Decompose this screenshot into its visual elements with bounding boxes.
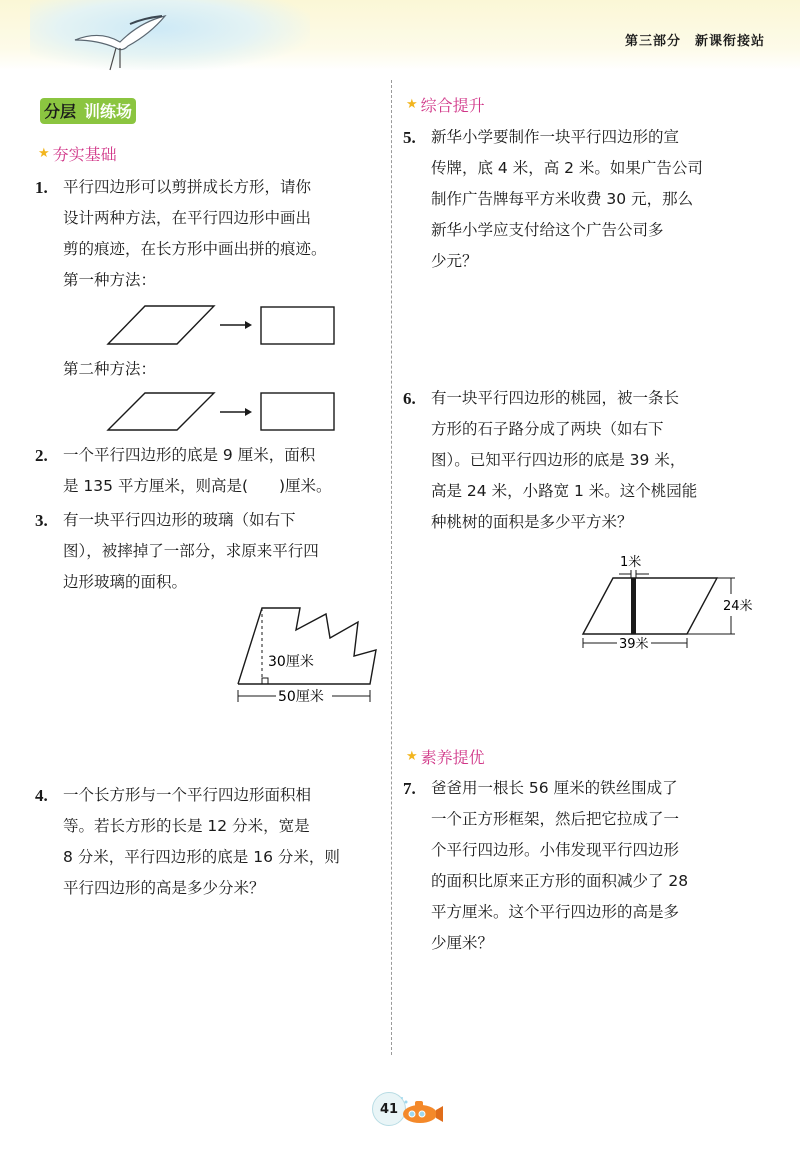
question-line: 新华小学应支付给这个广告公司多 <box>431 221 664 239</box>
section-excellence <box>406 745 485 768</box>
broken-glass-figure <box>230 600 385 715</box>
method-2-figure <box>100 390 345 436</box>
question-line: 爸爸用一根长 56 厘米的铁丝围成了 <box>431 779 678 797</box>
question-number: 2. <box>35 446 48 465</box>
arrow-icon <box>245 321 252 329</box>
question-line: 一个正方形框架，然后把它拉成了一 <box>431 810 680 828</box>
stone-path <box>631 578 636 634</box>
header-section: 新课衔接站 <box>694 34 765 49</box>
question-number: 1. <box>35 178 48 197</box>
star-icon: ★ <box>406 749 418 764</box>
question-line: 平方厘米。这个平行四边形的高是多 <box>431 903 680 921</box>
question-number: 5. <box>403 128 416 147</box>
question-line: 传牌，底 4 米，高 2 米。如果广告公司 <box>431 159 703 177</box>
section-comprehensive-title: 综合提升 <box>420 96 485 115</box>
question-line: 高是 24 米，小路宽 1 米。这个桃园能 <box>431 482 698 500</box>
header-title <box>625 30 765 49</box>
question-line: 一个长方形与一个平行四边形面积相 <box>63 786 312 804</box>
question-line: 有一块平行四边形的桃园，被一条长 <box>431 389 680 407</box>
question-line: 图）。已知平行四边形的底是 39 米， <box>431 451 686 469</box>
badge-part-a: 分层 <box>40 98 80 124</box>
section-basic <box>38 142 117 165</box>
question-3 <box>35 505 319 598</box>
method-1-figure <box>100 302 345 348</box>
question-4 <box>35 780 340 904</box>
question-line: 是 135 平方厘米，则高是( )厘米。 <box>63 477 332 495</box>
orchard-height-label: 24米 <box>723 599 753 614</box>
base-label: 50厘米 <box>278 689 324 705</box>
section-comprehensive <box>406 93 485 116</box>
question-number: 7. <box>403 779 416 798</box>
star-icon: ★ <box>406 97 418 112</box>
question-line: 方形的石子路分成了两块（如右下 <box>431 420 664 438</box>
star-icon: ★ <box>38 146 50 161</box>
question-line: 种桃树的面积是多少平方米？ <box>431 513 633 531</box>
glass-outline <box>238 608 376 684</box>
question-2 <box>35 440 332 502</box>
peach-orchard-figure <box>575 550 760 660</box>
submarine-icon <box>398 1096 444 1126</box>
question-line: 少厘米？ <box>431 934 494 952</box>
method-2-label: 第二种方法： <box>63 360 157 378</box>
orchard-base-label: 39米 <box>619 637 649 652</box>
section-badge <box>40 98 136 124</box>
height-label: 30厘米 <box>268 654 314 670</box>
seagull-icon <box>70 12 180 72</box>
rectangle-shape <box>261 393 334 430</box>
question-line: 剪的痕迹，在长方形中画出拼的痕迹。 <box>63 240 327 258</box>
question-line: 图），被摔掉了一部分，求原来平行四 <box>63 542 319 560</box>
question-5 <box>403 122 703 277</box>
question-line: 个平行四边形。小伟发现平行四边形 <box>431 841 680 859</box>
question-1 <box>35 172 327 296</box>
question-line: 平行四边形的高是多少分米？ <box>63 879 265 897</box>
parallelogram-shape <box>108 393 214 430</box>
path-width-label: 1米 <box>620 555 642 570</box>
section-excellence-title: 素养提优 <box>420 748 485 767</box>
question-number: 4. <box>35 786 48 805</box>
question-line: 平行四边形可以剪拼成长方形，请你 <box>63 178 312 196</box>
question-7 <box>403 773 689 959</box>
question-line: 制作广告牌每平方米收费 30 元，那么 <box>431 190 694 208</box>
parallelogram-shape <box>108 306 214 344</box>
question-line: 一个平行四边形的底是 9 厘米，面积 <box>63 446 316 464</box>
right-angle-mark <box>262 678 268 684</box>
question-line: 边形玻璃的面积。 <box>63 573 188 591</box>
question-line: 8 分米，平行四边形的底是 16 分米，则 <box>63 848 340 866</box>
question-line: 设计两种方法，在平行四边形中画出 <box>63 209 312 227</box>
column-divider <box>391 80 392 1055</box>
section-basic-title: 夯实基础 <box>52 145 117 164</box>
method-1-label: 第一种方法： <box>63 271 157 289</box>
page-number-block <box>372 1092 447 1128</box>
arrow-icon <box>245 408 252 416</box>
question-line: 少元？ <box>431 252 478 270</box>
question-number: 6. <box>403 389 416 408</box>
question-6 <box>403 383 698 538</box>
question-line: 有一块平行四边形的玻璃（如右下 <box>63 511 296 529</box>
orchard-outline <box>583 578 717 634</box>
badge-part-b: 训练场 <box>80 98 136 124</box>
page-number: 41 <box>372 1092 406 1126</box>
question-line: 等。若长方形的长是 12 分米，宽是 <box>63 817 310 835</box>
question-line: 新华小学要制作一块平行四边形的宣 <box>431 128 680 146</box>
question-number: 3. <box>35 511 48 530</box>
header-part: 第三部分 <box>624 34 681 49</box>
question-line: 的面积比原来正方形的面积减少了 28 <box>431 872 689 890</box>
rectangle-shape <box>261 307 334 344</box>
